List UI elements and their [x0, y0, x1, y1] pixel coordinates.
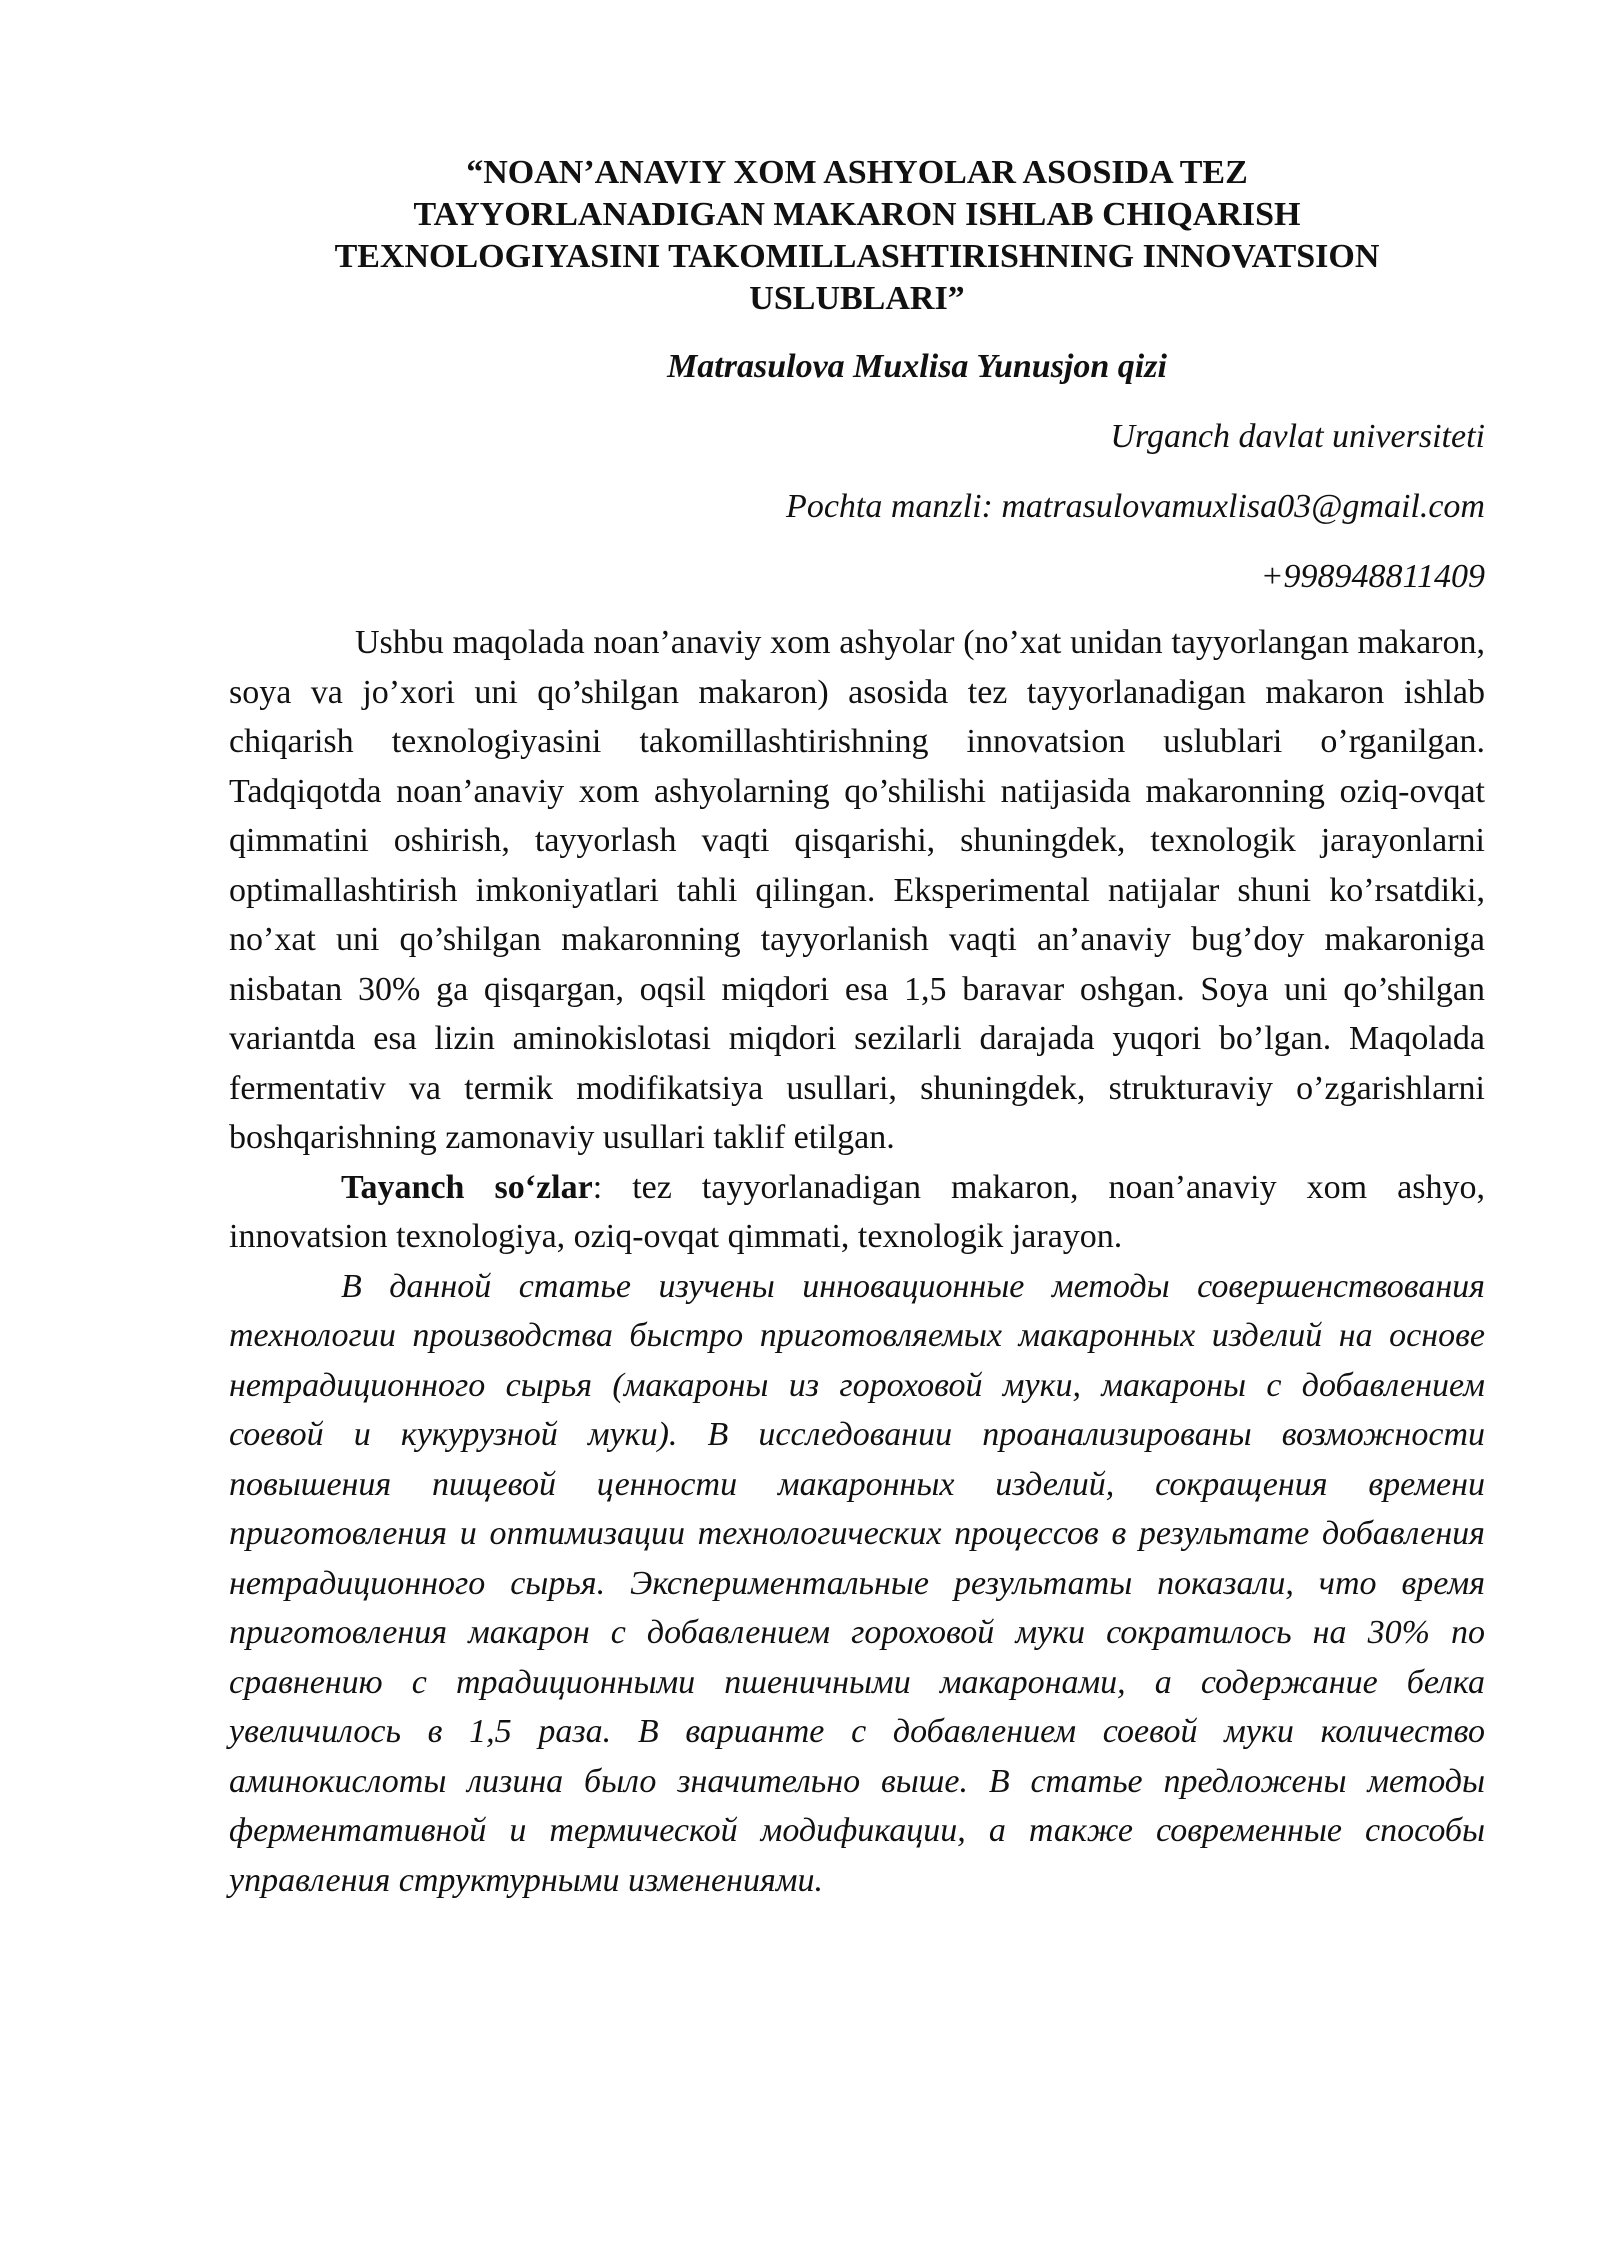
abstract-uzbek: Ushbu maqolada noan’anaviy xom ashyolar (no’xat unidan tayyorlangan makaron, soya va jo’xori uni qo’shilgan makaron) asosida tez tayyorlanadigan makaron ishlab chiqarish texnologiyasini takomillashtirishning innovatsion uslublari o’rganilgan. Tadqiqotda noan’anaviy xom ashyolarning qo’shilishi natijasida makaronning oziq-ovqat qimmatini oshirish, tayyorlash vaqti qisqarishi, shuningdek, texnologik jarayonlarni optimallashtirish imkoniyatlari tahli qilingan. Eksperimental natijalar shuni ko’rsatdiki, no’xat uni qo’shilgan makaronning tayyorlanish vaqti an’anaviy bug’doy makaroniga nisbatan 30% ga qisqargan, oqsil miqdori esa 1,5 baravar oshgan. Soya uni qo’shilgan variantda esa lizin aminokislotasi miqdori sezilarli darajada yuqori bo’lgan. Maqolada fermentativ va termik modifikatsiya usullari, shuningdek, strukturaviy o’zgarishlarni boshqarishning zamonaviy usullari taklif etilgan.: [229, 624, 1485, 1156]
title-line: USLUBLARI”: [749, 280, 965, 317]
keywords-paragraph: [229, 1163, 1485, 1262]
author-name: Matrasulova Muxlisa Yunusjon qizi: [667, 348, 1167, 385]
keywords-text: : tez tayyorlanadigan makaron, noan’anaviy xom ashyo, innovatsion texnologiya, oziq-ovqat qimmati, texnologik jarayon.: [229, 1168, 1485, 1255]
title-line: TAYYORLANADIGAN MAKARON ISHLAB CHIQARISH: [413, 196, 1301, 233]
phone-number: +998948811409: [1260, 558, 1485, 595]
title-line: TEXNOLOGIYASINI TAKOMILLASHTIRISHNING INNOVATSION: [334, 238, 1380, 275]
abstract-russian: В данной статье изучены инновационные методы совершенствования технологии производства быстро приготовляемых макаронных изделий на основе нетрадиционного сырья (макароны из гороховой муки, макароны с добавлением соевой и кукурузной муки). В исследовании проанализированы возможности повышения пищевой ценности макаронных изделий, сокращения времени приготовления и оптимизации технологических процессов в результате добавления нетрадиционного сырья. Экспериментальные результаты показали, что время приготовления макарон с добавлением гороховой муки сократилось на 30% по сравнению с традиционными пшеничными макаронами, а содержание белка увеличилось в 1,5 раза. В варианте с добавлением соевой муки количество аминокислоты лизина было значительно выше. В статье предложены методы ферментативной и термической модификации, а также современные способы управления структурными изменениями.: [229, 1267, 1485, 1899]
keywords-label: Tayanch so‘zlar: [341, 1168, 593, 1206]
affiliation: Urganch davlat universiteti: [1110, 418, 1485, 455]
email-line: Pochta manzli: matrasulovamuxlisa03@gmail.com: [786, 488, 1485, 525]
article-title: [229, 152, 1485, 320]
page-content: [229, 152, 1485, 1905]
title-line: “NOAN’ANAVIY XOM ASHYOLAR ASOSIDA TEZ: [466, 154, 1248, 191]
